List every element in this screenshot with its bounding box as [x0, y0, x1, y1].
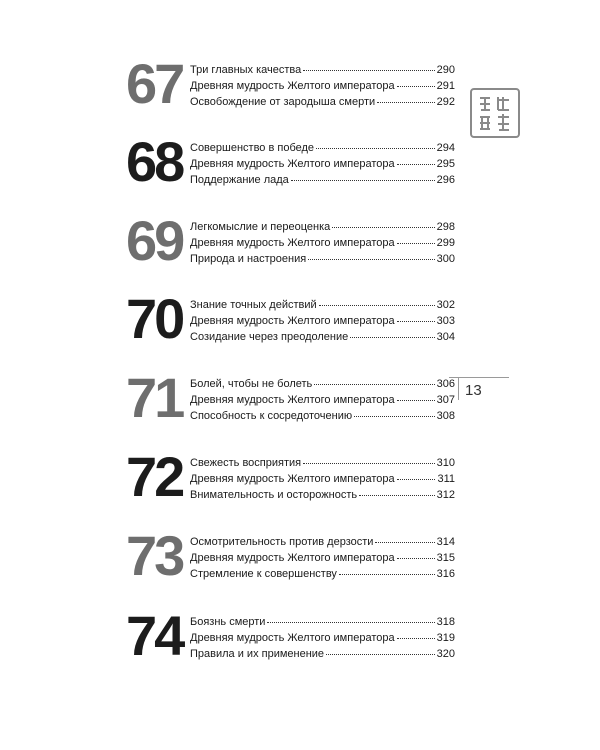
entry-title: Древняя мудрость Желтого императора: [190, 394, 395, 406]
chapter-69: [126, 209, 455, 272]
entry-title: Правила и их применение: [190, 648, 325, 660]
entry-page: 292: [436, 96, 455, 108]
chapter-74: [126, 604, 455, 667]
entry-title: Древняя мудрость Желтого императора: [190, 315, 395, 327]
chapter-number: 68: [126, 130, 183, 193]
chapter-entries: [190, 614, 455, 662]
leader-dots: [319, 295, 435, 306]
entry-title: Внимательность и осторожность: [190, 489, 358, 501]
entry-page: 302: [436, 299, 455, 311]
leader-dots: [397, 154, 435, 165]
chapter-number: 72: [126, 445, 183, 508]
entry-title: Поддержание лада: [190, 174, 289, 186]
entry-page: 303: [436, 315, 455, 327]
leader-dots: [303, 453, 435, 464]
entry-title: Древняя мудрость Желтого императора: [190, 237, 395, 249]
chapter-number: 70: [126, 287, 183, 350]
entry-page: 316: [436, 568, 455, 580]
leader-dots: [397, 76, 435, 87]
toc-entry[interactable]: [190, 172, 455, 188]
chapter-70: [126, 287, 455, 350]
entry-page: 304: [436, 331, 455, 343]
leader-dots: [339, 564, 435, 575]
leader-dots: [397, 311, 435, 322]
entry-page: 290: [436, 64, 455, 76]
folio-divider: [458, 378, 459, 400]
entry-title: Древняя мудрость Желтого императора: [190, 80, 395, 92]
entry-title: Совершенство в победе: [190, 142, 315, 154]
toc-entry[interactable]: [190, 251, 455, 267]
entry-title: Легкомыслие и переоценка: [190, 221, 331, 233]
chapter-67: [126, 52, 455, 115]
leader-dots: [316, 138, 435, 149]
leader-dots: [326, 644, 435, 655]
leader-dots: [291, 170, 435, 181]
leader-dots: [397, 469, 436, 480]
entry-title: Древняя мудрость Желтого императора: [190, 632, 395, 644]
entry-page: 291: [436, 80, 455, 92]
chapter-number: 69: [126, 209, 183, 272]
entry-page: 311: [437, 473, 455, 485]
chapter-number: 74: [126, 604, 183, 667]
entry-page: 315: [436, 552, 455, 564]
leader-dots: [303, 60, 434, 71]
entry-title: Стремление к совершенству: [190, 568, 337, 580]
leader-dots: [267, 612, 434, 623]
toc-entry[interactable]: [190, 646, 455, 662]
leader-dots: [375, 532, 434, 543]
entry-page: 312: [436, 489, 455, 501]
entry-title: Три главных качества: [190, 64, 302, 76]
entry-title: Древняя мудрость Желтого императора: [190, 552, 395, 564]
entry-page: 300: [436, 253, 455, 265]
chapter-entries: [190, 140, 455, 188]
entry-page: 298: [436, 221, 455, 233]
entry-title: Свежесть восприятия: [190, 457, 302, 469]
chapter-number: 71: [126, 366, 183, 429]
leader-dots: [377, 92, 434, 103]
leader-dots: [359, 485, 435, 496]
toc-entry[interactable]: [190, 408, 455, 424]
chapter-entries: [190, 534, 455, 582]
entry-page: 294: [436, 142, 455, 154]
chapter-entries: [190, 219, 455, 267]
toc-entry[interactable]: [190, 94, 455, 110]
page-number-marker: [449, 377, 509, 399]
leader-dots: [397, 548, 435, 559]
entry-page: 299: [436, 237, 455, 249]
entry-page: 296: [436, 174, 455, 186]
chapter-71: [126, 366, 455, 429]
entry-title: Созидание через преодоление: [190, 331, 349, 343]
leader-dots: [397, 390, 435, 401]
entry-page: 310: [436, 457, 455, 469]
entry-title: Знание точных действий: [190, 299, 317, 311]
chapter-number: 67: [126, 52, 183, 115]
entry-page: 318: [436, 616, 455, 628]
entry-title: Боязнь смерти: [190, 616, 266, 628]
entry-page: 306: [436, 378, 455, 390]
page-number: 13: [465, 382, 482, 399]
entry-title: Природа и настроения: [190, 253, 307, 265]
toc-entry[interactable]: [190, 487, 455, 503]
entry-page: 320: [436, 648, 455, 660]
toc-entry[interactable]: [190, 566, 455, 582]
entry-title: Древняя мудрость Желтого императора: [190, 158, 395, 170]
toc-entry[interactable]: [190, 329, 455, 345]
entry-title: Освобождение от зародыша смерти: [190, 96, 376, 108]
chapter-68: [126, 130, 455, 193]
leader-dots: [308, 249, 434, 260]
chinese-seal-stamp-icon: [470, 88, 520, 138]
chapter-72: [126, 445, 455, 508]
chapter-entries: [190, 455, 455, 503]
chapter-entries: [190, 376, 455, 424]
entry-title: Болей, чтобы не болеть: [190, 378, 313, 390]
entry-page: 314: [436, 536, 455, 548]
entry-page: 307: [436, 394, 455, 406]
chapter-number: 73: [126, 524, 183, 587]
leader-dots: [354, 406, 435, 417]
leader-dots: [397, 233, 435, 244]
chapter-entries: [190, 297, 455, 345]
chapter-entries: [190, 62, 455, 110]
entry-title: Способность к сосредоточению: [190, 410, 353, 422]
entry-title: Древняя мудрость Желтого императора: [190, 473, 395, 485]
chapter-73: [126, 524, 455, 587]
entry-title: Осмотрительность против дерзости: [190, 536, 374, 548]
entry-page: 319: [436, 632, 455, 644]
leader-dots: [332, 217, 434, 228]
leader-dots: [397, 628, 435, 639]
leader-dots: [350, 327, 434, 338]
leader-dots: [314, 374, 434, 385]
entry-page: 295: [436, 158, 455, 170]
entry-page: 308: [436, 410, 455, 422]
